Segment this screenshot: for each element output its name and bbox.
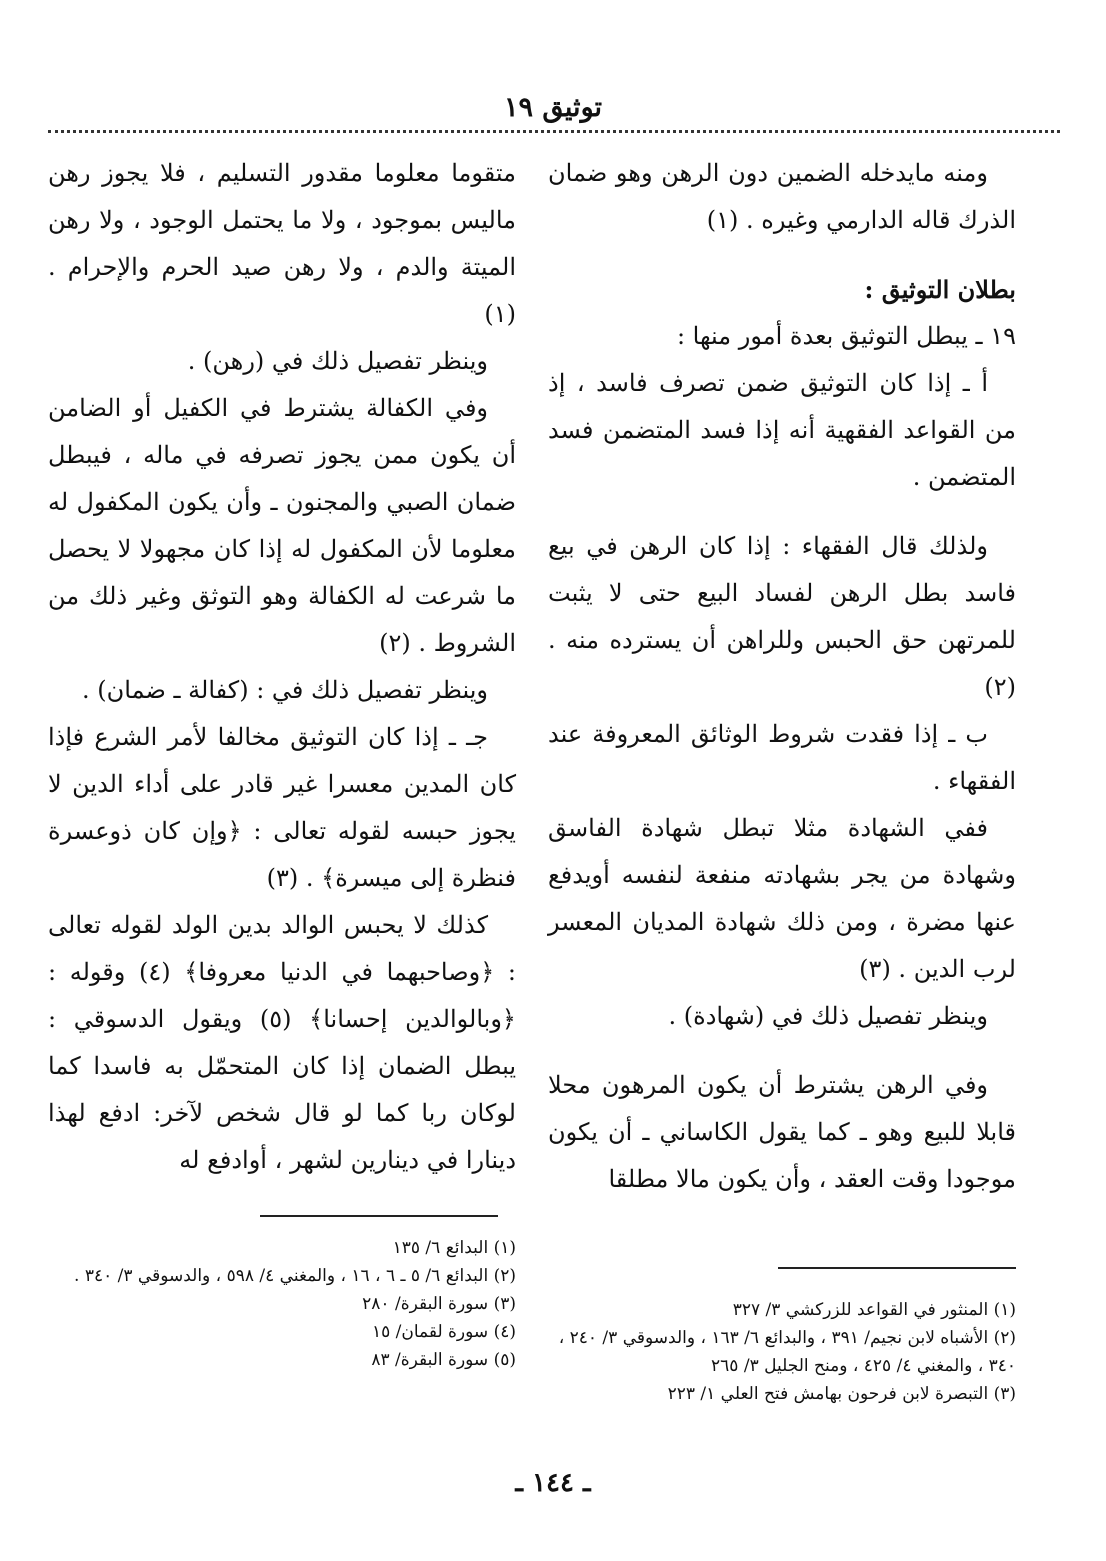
paragraph: وفي الرهن يشترط أن يكون المرهون محلا قابلا للبيع وهو ـ كما يقول الكاساني ـ أن يكون موجودا وقت العقد ، وأن يكون مالا مطلقا <box>548 1071 1016 1193</box>
paragraph: أ ـ إذا كان التوثيق ضمن تصرف فاسد ، إذ من القواعد الفقهية أنه إذا فسد المتضمن فسد المتضمن . <box>548 369 1016 491</box>
footnote-separator <box>778 1267 1016 1269</box>
footnote: (١) البدائع ٦/ ١٣٥ <box>392 1238 516 1258</box>
left-text-column <box>48 150 516 1184</box>
right-text-column <box>548 150 1016 1203</box>
footnote: (١) المنثور في القواعد للزركشي ٣/ ٣٢٧ <box>732 1300 1016 1320</box>
footnote: (٣) التبصرة لابن فرحون بهامش فتح العلي ١/ ٢٢٣ <box>667 1384 1016 1404</box>
footnotes-left <box>48 1234 516 1374</box>
paragraph: وينظر تفصيل ذلك في : (كفالة ـ ضمان) . <box>82 676 488 704</box>
paragraph: ومنه مايدخله الضمين دون الرهن وهو ضمان الذرك قاله الدارمي وغيره . (١) <box>548 159 1016 234</box>
paragraph: وفي الكفالة يشترط في الكفيل أو الضامن أن يكون ممن يجوز تصرفه في ماله ، فيبطل ضمان الصبي والمجنون ـ وأن يكون المكفول له معلوما لأن المكفول له إذا كان مجهولا لا يحصل ما شرعت له الكفالة وهو التوثق وغير ذلك من الشروط . (٢) <box>48 394 516 657</box>
page-number: ـ ١٤٤ ـ <box>515 1468 591 1498</box>
paragraph: ١٩ ـ يبطل التوثيق بعدة أمور منها : <box>676 322 1016 350</box>
footnote: (٢) البدائع ٦/ ٥ ـ ٦ ، ١٦ ، والمغني ٤/ ٥٩٨ ، والدسوقي ٣/ ٣٤٠ . <box>74 1266 516 1286</box>
paragraph: ففي الشهادة مثلا تبطل شهادة الفاسق وشهادة من يجر بشهادته منفعة لنفسه أويدفع عنها مضرة ، ومن ذلك شهادة المديان المعسر لرب الدين . (٣) <box>548 814 1016 983</box>
footnotes-right <box>548 1296 1016 1408</box>
paragraph: ب ـ إذا فقدت شروط الوثائق المعروفة عند الفقهاء . <box>548 720 1016 795</box>
paragraph: جـ ـ إذا كان التوثيق مخالفا لأمر الشرع فإذا كان المدين معسرا غير قادر على أداء الدين لا يجوز حبسه لقوله تعالى : ﴿وإن كان ذوعسرة فنظرة إلى ميسرة﴾ . (٣) <box>48 723 516 892</box>
paragraph: وينظر تفصيل ذلك في (شهادة) . <box>668 1002 988 1030</box>
footnote-separator <box>260 1215 498 1217</box>
section-heading: بطلان التوثيق : <box>864 275 1016 304</box>
paragraph: ولذلك قال الفقهاء : إذا كان الرهن في بيع فاسد بطل الرهن لفساد البيع حتى لا يثبت للمرتهن حق الحبس وللراهن أن يسترده منه . (٢) <box>548 532 1016 701</box>
footnote: (٣) سورة البقرة/ ٢٨٠ <box>362 1294 516 1314</box>
paragraph: متقوما معلوما مقدور التسليم ، فلا يجوز رهن ماليس بموجود ، ولا ما يحتمل الوجود ، ولا رهن الميتة والدم ، ولا رهن صيد الحرم والإحرام . (١) <box>48 159 516 328</box>
header-dotted-divider <box>48 130 1060 133</box>
paragraph: كذلك لا يحبس الوالد بدين الولد لقوله تعالى : ﴿وصاحبهما في الدنيا معروفا﴾ (٤) وقوله : ﴿وبالوالدين إحسانا﴾ (٥) ويقول الدسوقي : يبطل الضمان إذا كان المتحمّل به فاسدا كما لوكان ربا كما لو قال شخص لآخر: ادفع لهذا دينارا في دينارين لشهر ، أوادفع له <box>48 911 516 1174</box>
footnote: (٤) سورة لقمان/ ١٥ <box>371 1322 516 1342</box>
paragraph: وينظر تفصيل ذلك في (رهن) . <box>187 347 488 375</box>
footnote: (٥) سورة البقرة/ ٨٣ <box>371 1350 516 1370</box>
footnote: (٢) الأشباه لابن نجيم/ ٣٩١ ، والبدائع ٦/ ١٦٣ ، والدسوقي ٣/ ٢٤٠ ، ٣٤٠ ، والمغني ٤/ ٤٢٥ ، ومنح الجليل ٣/ ٢٦٥ <box>558 1328 1016 1376</box>
page-header-title: توثيق ١٩ <box>503 92 603 123</box>
